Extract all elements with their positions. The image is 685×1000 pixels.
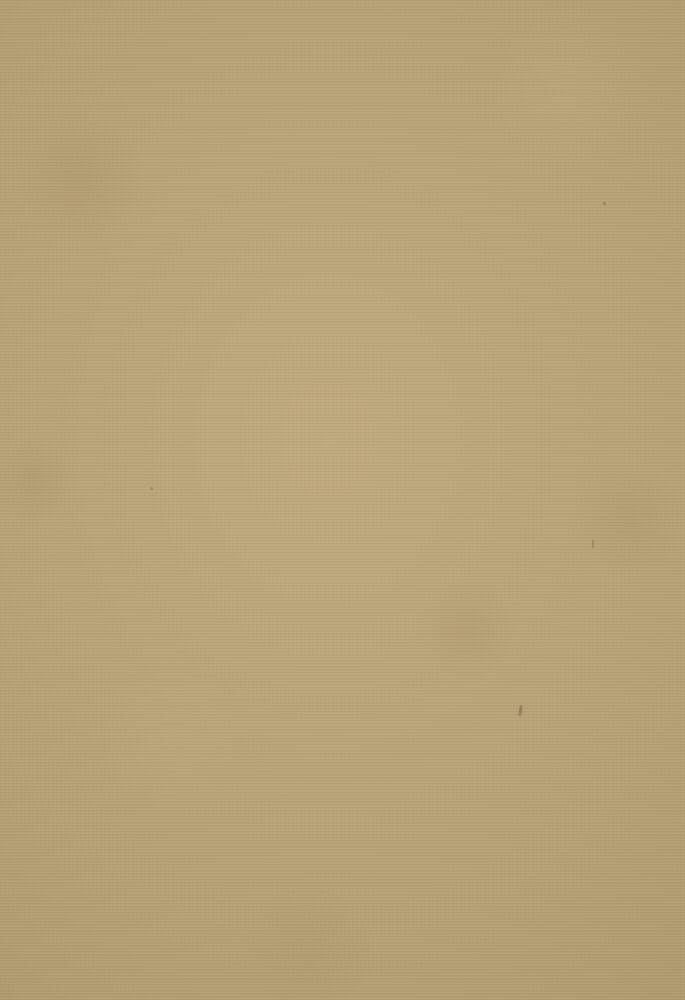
ink-speck [518,705,523,716]
ink-speck [592,540,594,548]
ink-speck [603,202,606,205]
ink-speck [150,487,153,490]
